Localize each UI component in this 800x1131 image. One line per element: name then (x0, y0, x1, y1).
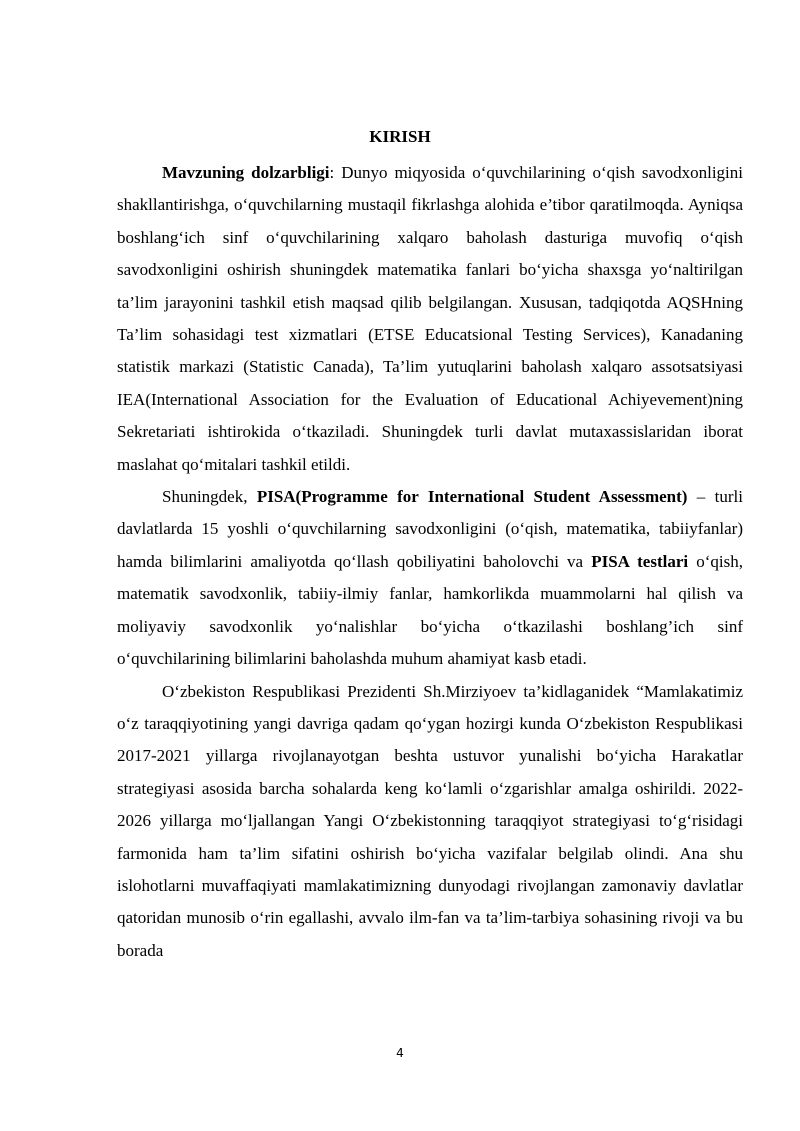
page-number: 4 (396, 1046, 404, 1060)
relevance-label: Mavzuning dolzarbligi (162, 163, 330, 182)
pisa-description: – turli davlatlarda 15 yoshli o‘quvchilarning savodxonligini (o‘qish, matematika, tabiiyfanlar) hamda bilimlarini amaliyotda qo‘llash qobiliyatini baholovchi va (117, 487, 743, 571)
section-heading: KIRISH (369, 127, 431, 146)
pisa-tests-text: o‘qish, matematik savodxonlik, tabiiy-ilmiy fanlar, hamkorlikda muammolarni hal qilish va moliyaviy savodxonlik yo‘nalishlar bo‘yicha o‘tkazilashi boshlang’ich sinf o‘quvchilarining bilimlarini baholashda muhum ahamiyat kasb etadi. (117, 551, 743, 669)
pisa-intro: Shuningdek, (162, 487, 257, 507)
relevance-text: : Dunyo miqyosida o‘quvchilarining o‘qish savodxonligini shakllantirishga, o‘quvchilarning mustaqil fikrlashga alohida e’tibor qaratilmoqda. Ayniqsa boshlang‘ich sinf o‘quvchilarining xalqaro baholash dasturiga muvofiq o‘qish savodxonligini oshirish shuningdek matematika fanlari bo‘yicha shaxsga yo‘naltirilgan ta’lim jarayonini tashkil etish maqsad qilib belgilangan. Xususan, tadqiqotda AQSHning Ta’lim sohasidagi test xizmatlari (ETSE Educatsional Testing Services), Kanadaning statistik markazi (Statistic Canada), Ta’lim yutuqlarini baholash xalqaro assotsatsiyasi IEA(International Association for the Evaluation of Educational Achiyevement)ning Sekretariati ishtirokida o‘tkaziladi. Shuningdek turli davlat mutaxassislaridan iborat maslahat qo‘mitalari tashkil etildi. (117, 163, 743, 474)
pisa-name: PISA(Programme for International Student Assessment) (256, 487, 688, 507)
paragraph-relevance (117, 157, 743, 481)
body-text (117, 157, 743, 967)
paragraph-pisa (117, 481, 743, 675)
paragraph-president: O‘zbekiston Respublikasi Prezidenti Sh.Mirziyoev ta’kidlaganidek “Mamlakatimiz o‘z taraqqiyotining yangi davriga qadam qo‘ygan hozirgi kunda O‘zbekiston Respublikasi 2017-2021 yillarga rivojlanayotgan beshta ustuvor yunalishi bo‘yicha Harakatlar strategiyasi asosida barcha sohalarda keng ko‘lamli o‘zgarishlar amalga oshirildi. 2022-2026 yillarga mo‘ljallangan Yangi O‘zbekistonning taraqqiyot strategiyasi to‘g‘risidagi farmonida ham ta’lim sifatini oshirish bo‘yicha vazifalar belgilab olindi. Ana shu islohotlarni muvaffaqiyati mamlakatimizning dunyodagi rivojlangan zamonaviy davlatlar qatoridan munosib o‘rin egallashi, avvalo ilm-fan va ta’lim-tarbiya sohasining rivoji va bu borada (117, 681, 743, 960)
pisa-tests-label: PISA testlari (591, 551, 689, 571)
